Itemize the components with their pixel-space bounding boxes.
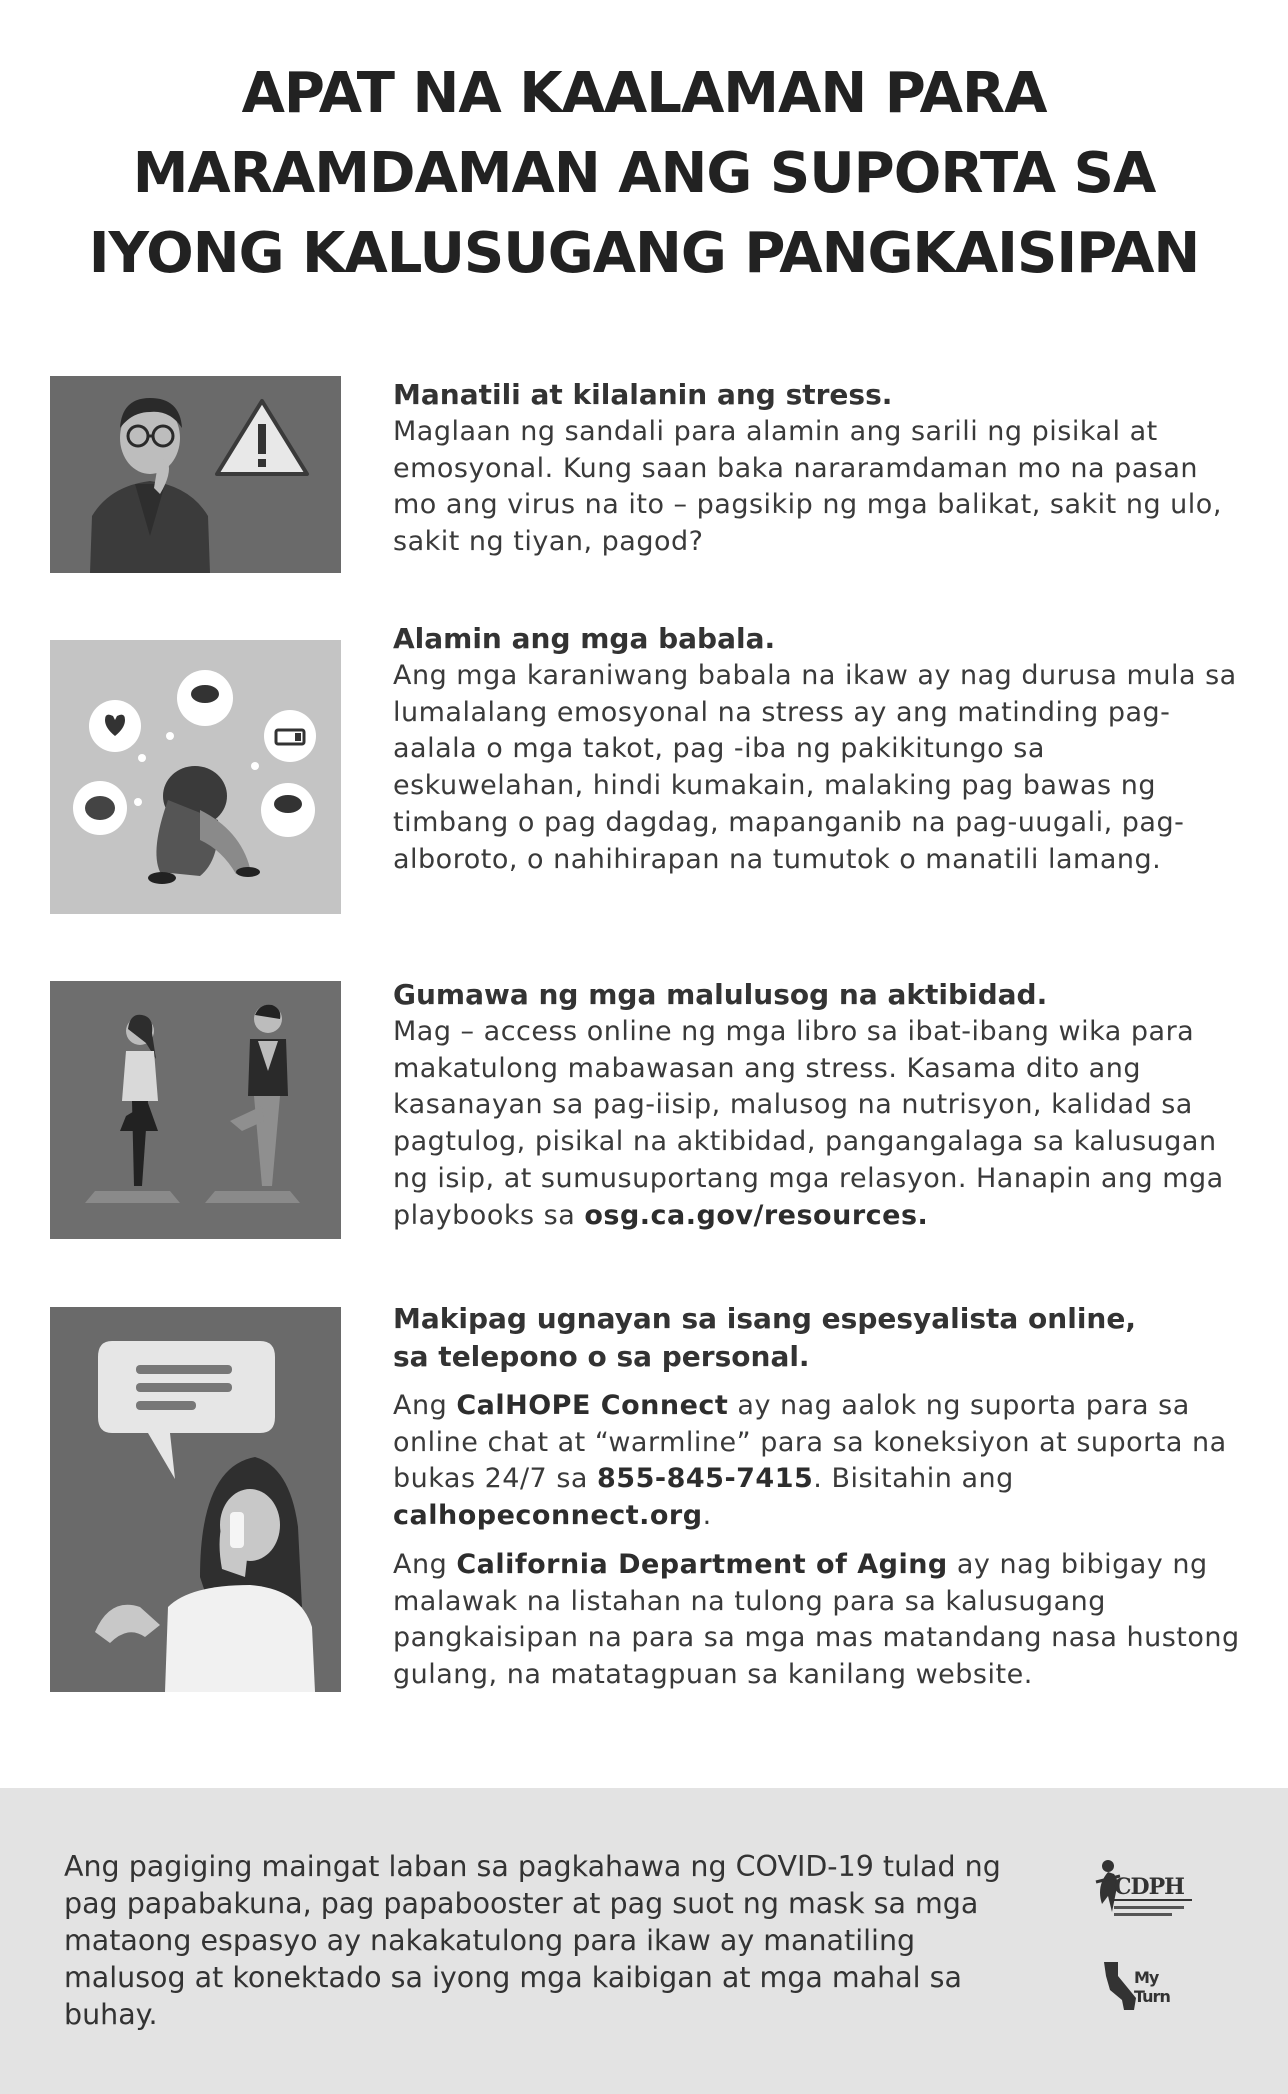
cdph-logo-text: CDPH (1114, 1874, 1184, 1900)
osg-resources-link[interactable]: osg.ca.gov/resources. (584, 1199, 929, 1231)
calhope-paragraph (393, 1388, 1243, 1535)
tip-4-heading (393, 1300, 1243, 1376)
tip-2-text (393, 620, 1243, 878)
tip-4-heading-line-2: sa telepono o sa personal. (393, 1340, 810, 1373)
aging-text-a: Ang (393, 1548, 457, 1580)
tip-3-body (393, 1014, 1243, 1234)
stressed-man-illustration (50, 376, 341, 573)
tip-1-text (393, 376, 1243, 561)
tip-3-text (393, 976, 1243, 1234)
tip-3-body-text: Mag – access online ng mga libro sa ibat-ibang wika para makatulong mabawasan ang stress. Kasama dito ang kasanayan sa pag-iisip, malusog na nutrisyon, kalidad sa pagtulog, pisikal na aktibidad, pangangalaga sa kalusugan ng isip, at sumusuportang mga relasyon. Hanapin ang mga playbooks sa (393, 1016, 1224, 1231)
woman-on-phone-illustration (50, 1307, 341, 1692)
my-turn-logo-text: My Turn (1134, 1968, 1170, 2006)
dept-of-aging-name: California Department of Aging (456, 1548, 948, 1580)
tip-1-heading: Manatili at kilalanin ang stress. (393, 378, 893, 411)
tip-4-heading-line-1: Makipag ugnayan sa isang espesyalista online, (393, 1302, 1136, 1335)
tip-1-body: Maglaan ng sandali para alamin ang sarili ng pisikal at emosyonal. Kung saan baka nararamdaman mo na pasan mo ang virus na ito – pagsikip ng mga balikat, sakit ng ulo, sakit ng tiyan, pagod? (393, 416, 1222, 558)
tip-2-heading: Alamin ang mga babala. (393, 622, 776, 655)
calhope-connect-name: CalHOPE Connect (456, 1390, 729, 1421)
tip-3-heading: Gumawa ng mga malulusog na aktibidad. (393, 978, 1048, 1011)
title-line-2: MARAMDAMAN ANG SUPORTA SA (132, 141, 1156, 206)
tip-4-text (393, 1300, 1243, 1694)
calhope-text-c: . Bisitahin ang (813, 1463, 1014, 1495)
calhope-text-d: . (702, 1500, 712, 1532)
footer-banner (0, 1788, 1288, 2094)
calhope-text-a: Ang (393, 1390, 457, 1421)
aging-text-b: ay nag bibigay ng malawak na listahan na tulong para sa kalusugang pangkaisipan na para sa mga mas matandang nasa hustong gulang, na matatagpuan sa kanilang website. (393, 1548, 1240, 1690)
yoga-people-illustration (50, 981, 341, 1239)
footer-message: Ang pagiging maingat laban sa pagkahawa ng COVID-19 tulad ng pag papabakuna, pag papabooster at pag suot ng mask sa mga mataong espasyo ay nakakatulong para ikaw ay manatiling malusog at konektado sa iyong mga kaibigan at mga mahal sa buhay. (64, 1850, 1001, 2031)
title-line-1: APAT NA KAALAMAN PARA (241, 61, 1047, 126)
distressed-girl-illustration (50, 640, 341, 914)
tip-2-body: Ang mga karaniwang babala na ikaw ay nag durusa mula sa lumalalang emosyonal na stress ay ang matinding pag-aalala o mga takot, pag -iba ng pakikitungo sa eskuwelahan, hindi kumakain, malaking pag bawas ng timbang o pag dagdag, mapanganib na pag-uugali, pag-alboroto, o nahihirapan na tumutok o manatili lamang. (393, 660, 1237, 875)
calhope-website-link[interactable]: calhopeconnect.org (393, 1500, 703, 1532)
aging-paragraph (393, 1547, 1243, 1694)
cdph-logo (1092, 1852, 1196, 1932)
title-line-3: IYONG KALUSUGANG PANGKAISIPAN (88, 221, 1200, 286)
calhope-phone-link[interactable]: 855-845-7415 (597, 1463, 814, 1495)
my-turn-logo (1098, 1958, 1198, 2014)
calhope-text-b: ay nag aalok ng suporta para sa online chat at “warmline” para sa koneksiyon at suporta na bukas 24/7 sa (393, 1390, 1227, 1495)
page-title (40, 54, 1248, 294)
